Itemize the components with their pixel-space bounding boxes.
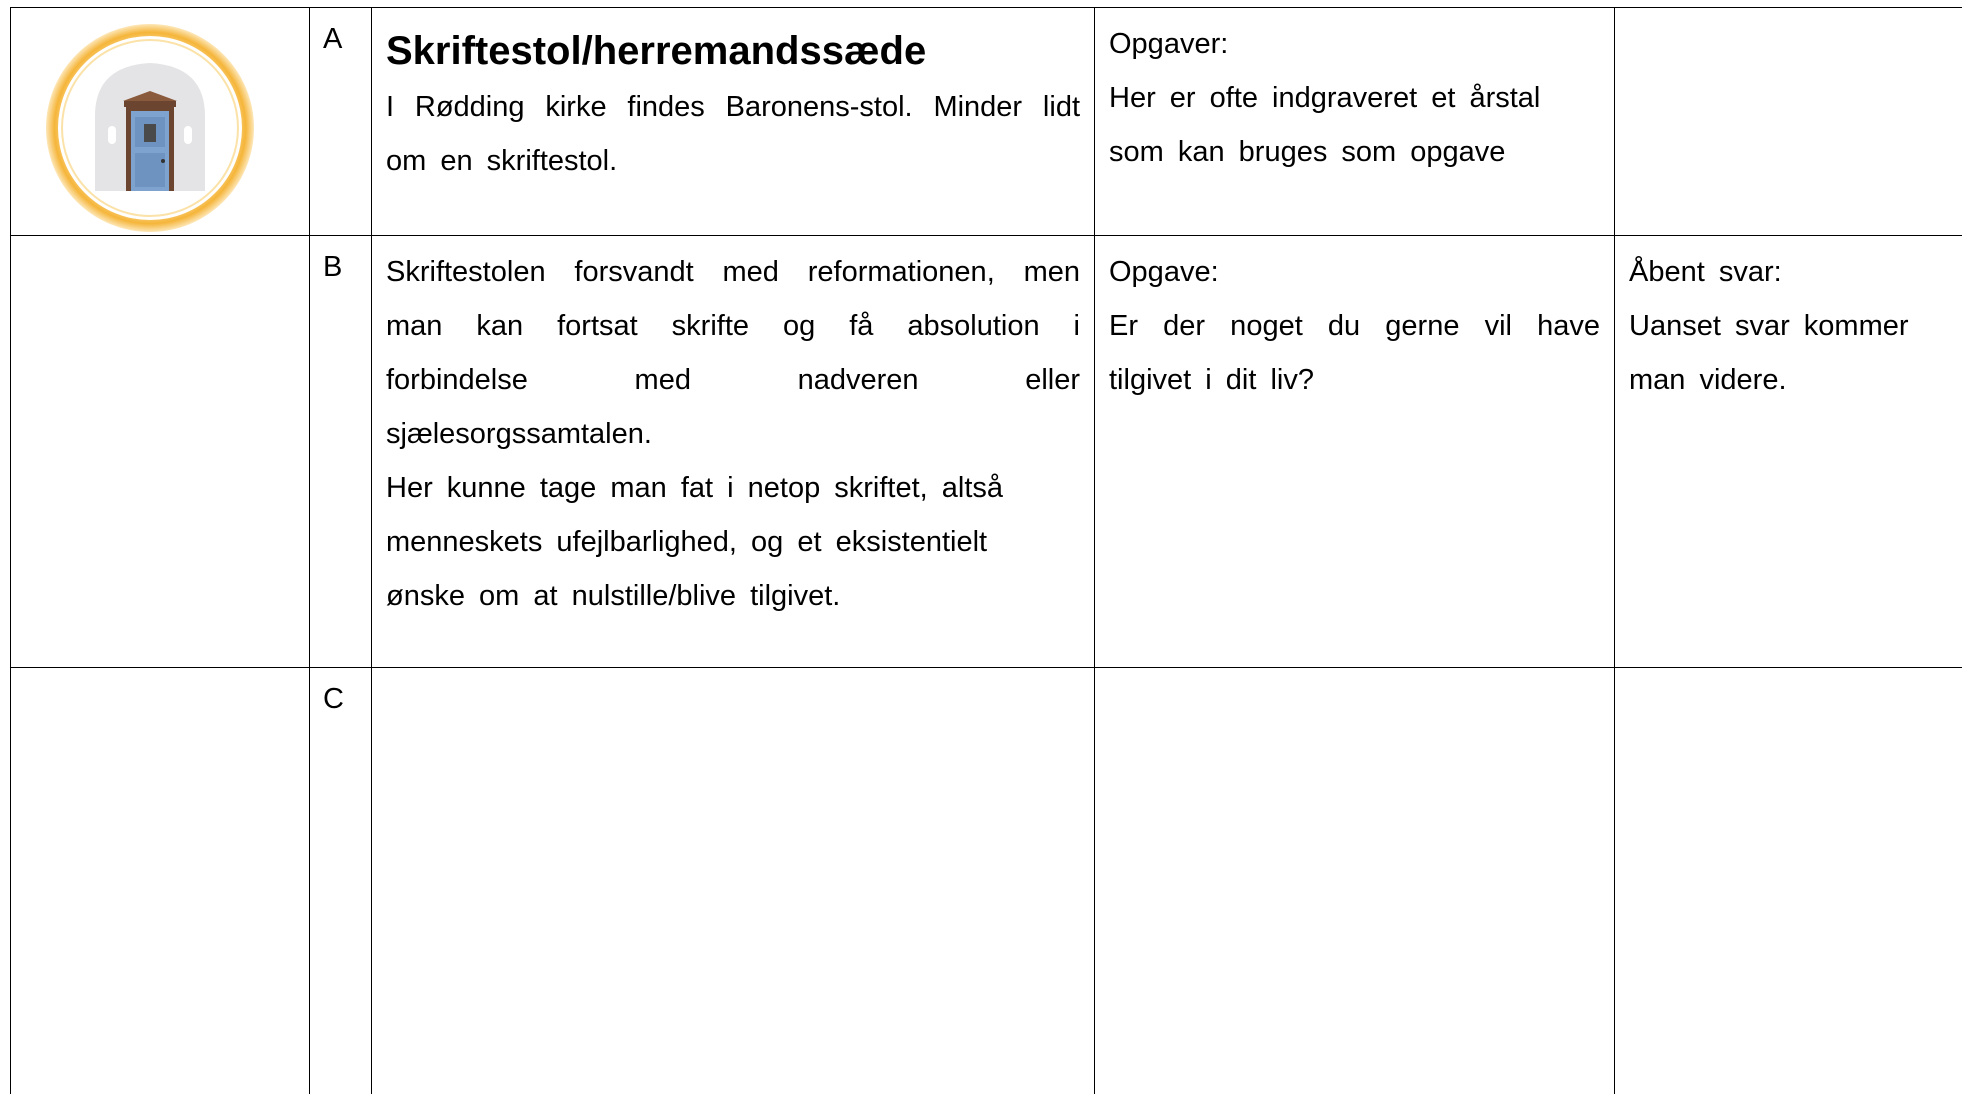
table-row-a: [11, 8, 1962, 236]
activity-description: [372, 236, 1094, 623]
task-text: Er der noget du gerne vil have tilgivet i dit liv?: [1109, 299, 1600, 407]
answer-text: Uanset svar kommer man videre.: [1629, 299, 1949, 407]
description-cell: [372, 8, 1095, 236]
task-text: Her er ofte indgraveret et årstal som kan bruges som opgave: [1109, 71, 1600, 179]
icon-cell-empty: [11, 236, 310, 668]
answer-cell: [1615, 236, 1962, 668]
activity-title: Skriftestol/herremandssæde: [372, 8, 1094, 80]
description-cell: [372, 236, 1095, 668]
table-row-c: [11, 668, 1962, 1094]
answer-cell: [1615, 8, 1962, 236]
icon-cell: [11, 8, 310, 236]
description-cell: [372, 668, 1095, 1094]
activity-description: I Rødding kirke findes Baronens-stol. Minder lidt om en skriftestol.: [372, 80, 1094, 188]
description-paragraph-2: Her kunne tage man fat i netop skriftet, altså menneskets ufejlbarlighed, og et eksistentielt ønske om at nulstille/blive tilgivet.: [386, 461, 1080, 623]
task-content: [1095, 8, 1614, 179]
row-letter: A: [310, 8, 371, 56]
answer-cell: [1615, 668, 1962, 1094]
row-letter: C: [310, 668, 371, 716]
description-paragraph-1: Skriftestolen forsvandt med reformationen, men man kan fortsat skrifte og få absolution i forbindelse med nadveren eller sjælesorgssamtalen.: [386, 245, 1080, 461]
row-letter-cell: [310, 668, 372, 1094]
icon-cell-empty: [11, 668, 310, 1094]
task-cell: [1095, 8, 1615, 236]
answer-content: [1615, 8, 1962, 17]
task-label: Opgaver:: [1109, 17, 1600, 71]
task-cell: [1095, 236, 1615, 668]
church-door-icon: [43, 21, 257, 235]
row-letter-cell: [310, 236, 372, 668]
task-label: Opgave:: [1109, 245, 1600, 299]
row-letter: B: [310, 236, 371, 284]
row-letter-cell: [310, 8, 372, 236]
table-row-b: [11, 236, 1962, 668]
task-cell: [1095, 668, 1615, 1094]
activity-table: [10, 7, 1962, 1094]
task-content: [1095, 236, 1614, 407]
answer-content: [1615, 236, 1962, 407]
answer-label: Åbent svar:: [1629, 245, 1949, 299]
